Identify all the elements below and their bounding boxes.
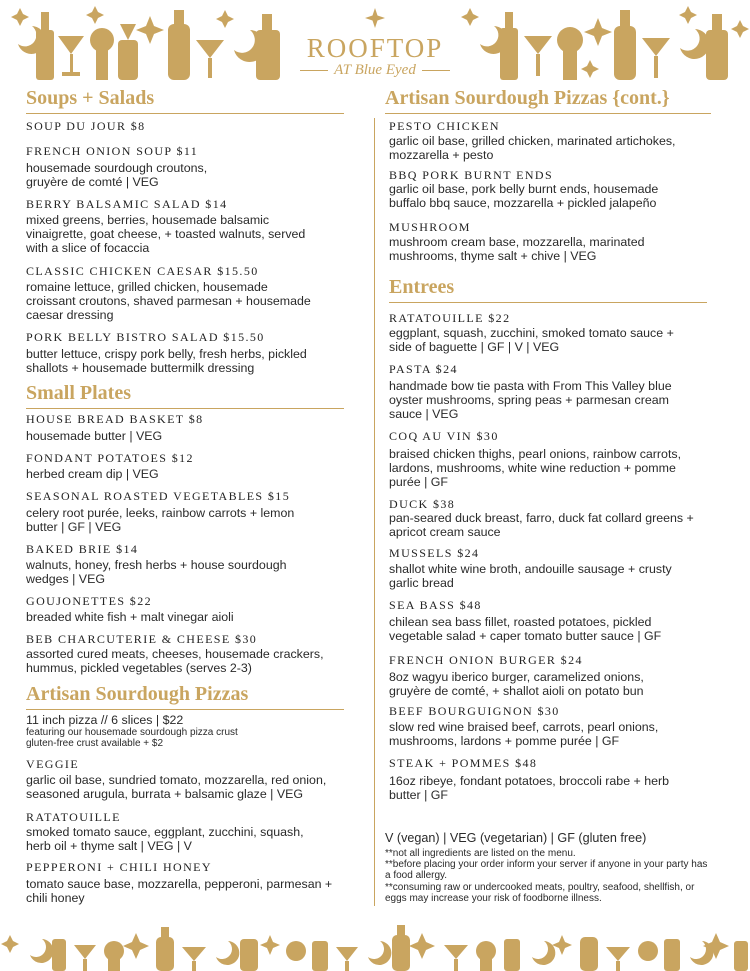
menu-item-title: PASTA $24 <box>389 362 458 376</box>
menu-item-description: 16oz ribeye, fondant potatoes, broccoli rabe + herb butter | GF <box>389 774 670 802</box>
menu-item-description: garlic oil base, sundried tomato, mozzarella, red onion, seasoned arugula, burrata + balsamic glaze | VEG <box>26 773 327 801</box>
menu-item-description: braised chicken thighs, pearl onions, rainbow carrots, lardons, mushrooms, white wine reduction + pomme purée | GF <box>389 447 682 489</box>
menu-item-title: DUCK $38 <box>389 497 456 511</box>
menu-item-description: garlic oil base, grilled chicken, marinated artichokes, mozzarella + pesto <box>389 134 676 162</box>
menu-item-title: VEGGIE <box>26 757 80 771</box>
pizza-note: featuring our housemade sourdough pizza crust <box>26 727 238 738</box>
section-title-small-plates: Small Plates <box>26 382 344 409</box>
menu-item-title: FRENCH ONION BURGER $24 <box>389 653 583 667</box>
section-title-soups-salads: Soups + Salads <box>26 87 344 114</box>
menu-item-description: pan-seared duck breast, farro, duck fat collard greens + apricot cream sauce <box>389 511 694 539</box>
dietary-legend: V (vegan) | VEG (vegetarian) | GF (gluten free) <box>385 831 647 845</box>
menu-item-description: chilean sea bass fillet, roasted potatoes, pickled vegetable salad + caper tomato butter sauce | GF <box>389 615 662 643</box>
menu-item-title: GOUJONETTES $22 <box>26 594 152 608</box>
menu-item-title: BAKED BRIE $14 <box>26 542 139 556</box>
menu-item-title: MUSSELS $24 <box>389 546 480 560</box>
menu-item-title: STEAK + POMMES $48 <box>389 756 538 770</box>
menu-item-description: mixed greens, berries, housemade balsamic vinaigrette, goat cheese, + toasted walnuts, served with a slice of focaccia <box>26 213 306 255</box>
menu-item-description: butter lettuce, crispy pork belly, fresh herbs, pickled shallots + housemade buttermilk dressing <box>26 347 307 375</box>
menu-item-description: shallot white wine broth, andouille sausage + crusty garlic bread <box>389 562 672 590</box>
star-icon <box>365 8 385 28</box>
menu-item-description: assorted cured meats, cheeses, housemade crackers, hummus, pickled vegetables (serves 2-3) <box>26 647 324 675</box>
menu-item-description: 8oz wagyu iberico burger, caramelized onions, gruyère de comté, + shallot aioli on potato bun <box>389 670 644 698</box>
menu-item-description: mushroom cream base, mozzarella, marinated mushrooms, thyme salt + chive | VEG <box>389 235 645 263</box>
section-title-pizzas: Artisan Sourdough Pizzas <box>26 683 344 710</box>
menu-item-title: SEA BASS $48 <box>389 598 482 612</box>
menu-item-title: BERRY BALSAMIC SALAD $14 <box>26 197 228 211</box>
brand-name: ROOFTOP <box>306 33 444 63</box>
section-title-pizzas-cont: Artisan Sourdough Pizzas {cont.} <box>385 87 711 114</box>
disclaimer-note: **consuming raw or undercooked meats, poultry, seafood, shellfish, or eggs may increase your risk of foodborne illness. <box>385 882 695 904</box>
footer-decorative-band <box>0 925 750 971</box>
menu-item-title: RATATOUILLE $22 <box>389 311 511 325</box>
menu-item-title: HOUSE BREAD BASKET $8 <box>26 412 204 426</box>
menu-item-title: BBQ PORK BURNT ENDS <box>389 168 554 182</box>
menu-item-title: FRENCH ONION SOUP $11 <box>26 144 199 158</box>
menu-item-title: PEPPERONI + CHILI HONEY <box>26 860 212 874</box>
disclaimer-note: **not all ingredients are listed on the menu. <box>385 848 576 859</box>
menu-item-description: housemade butter | VEG <box>26 429 163 443</box>
pizza-size-price: 11 inch pizza // 6 slices | $22 <box>26 713 184 727</box>
menu-item-title: BEEF BOURGUIGNON $30 <box>389 704 560 718</box>
disclaimer-note: **before placing your order inform your server if anyone in your party has a food allergy. <box>385 859 708 881</box>
menu-item-title: COQ AU VIN $30 <box>389 429 499 443</box>
menu-item-description: handmade bow tie pasta with From This Valley blue oyster mushrooms, spring peas + parmesan cream sauce | VEG <box>389 379 672 421</box>
menu-item-title: SOUP DU JOUR $8 <box>26 119 146 133</box>
menu-item-description: romaine lettuce, grilled chicken, housemade croissant croutons, shaved parmesan + housemade caesar dressing <box>26 280 311 322</box>
menu-item-description: breaded white fish + malt vinegar aioli <box>26 610 234 624</box>
menu-item-description: smoked tomato sauce, eggplant, zucchini, squash, herb oil + thyme salt | VEG | V <box>26 825 304 853</box>
menu-item-title: MUSHROOM <box>389 220 471 234</box>
menu-item-description: herbed cream dip | VEG <box>26 467 159 481</box>
menu-item-title: PESTO CHICKEN <box>389 119 500 133</box>
menu-item-title: RATATOUILLE <box>26 810 121 824</box>
menu-item-description: housemade sourdough croutons, gruyère de comté | VEG <box>26 161 208 189</box>
menu-item-title: FONDANT POTATOES $12 <box>26 451 194 465</box>
menu-item-title: BEB CHARCUTERIE & CHEESE $30 <box>26 632 258 646</box>
menu-item-description: celery root purée, leeks, rainbow carrots + lemon butter | GF | VEG <box>26 506 295 534</box>
section-title-entrees: Entrees <box>389 276 707 303</box>
decorative-pattern-icon <box>0 925 750 971</box>
menu-item-description: walnuts, honey, fresh herbs + house sourdough wedges | VEG <box>26 558 287 586</box>
menu-item-description: garlic oil base, pork belly burnt ends, housemade buffalo bbq sauce, mozzarella + pickled jalapeño <box>389 182 659 210</box>
menu-item-title: CLASSIC CHICKEN CAESAR $15.50 <box>26 264 259 278</box>
menu-item-description: eggplant, squash, zucchini, smoked tomato sauce + side of baguette | GF | V | VEG <box>389 326 674 354</box>
menu-item-title: SEASONAL ROASTED VEGETABLES $15 <box>26 489 291 503</box>
pizza-note: gluten-free crust available + $2 <box>26 738 164 749</box>
column-divider <box>374 118 375 906</box>
menu-item-description: tomato sauce base, mozzarella, pepperoni, parmesan + chili honey <box>26 877 333 905</box>
menu-item-title: PORK BELLY BISTRO SALAD $15.50 <box>26 330 265 344</box>
rooftop-logo <box>292 6 458 90</box>
brand-subname: AT Blue Eyed <box>334 62 416 78</box>
menu-item-description: slow red wine braised beef, carrots, pearl onions, mushrooms, lardons + pomme purée | GF <box>389 720 659 748</box>
